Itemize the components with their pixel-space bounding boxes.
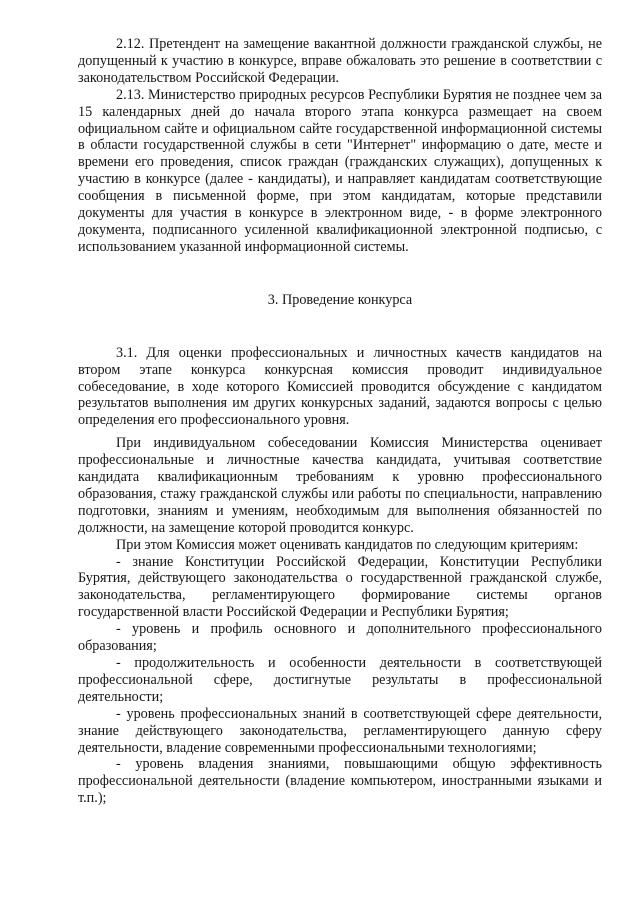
paragraph-3-1: 3.1. Для оценки профессиональных и личностных качеств кандидатов на втором этапе конкурса конкурсная комиссия проводит индивидуальное собеседование, в ходе которого Комиссией проводится обсуждение с кандидатом результатов выполнения им других конкурсных заданий, задаются вопросы с целью определения его профессионального уровня. [78, 344, 602, 429]
section-title: 3. Проведение конкурса [267, 291, 413, 308]
paragraph-criteria-intro: При этом Комиссия может оценивать кандидатов по следующим критериям: [116, 536, 579, 553]
criterion-item: - уровень владения знаниями, повышающими общую эффективность профессиональной деятельности (владение компьютером, иностранными языками и т.п.); [78, 756, 602, 807]
paragraph-2-13: 2.13. Министерство природных ресурсов Республики Бурятия не позднее чем за 15 календарных дней до начала второго этапа конкурса размещает на своем официальном сайте и официальном сайте государственной информационной системы в области государственной службы в сети "Интернет" информацию о дате, месте и времени его проведения, список граждан (гражданских служащих), допущенных к участию в конкурсе (далее - кандидаты), и направляет кандидатам соответствующие сообщения в письменной форме, при этом кандидатам, которые представили документы для участия в конкурсе в электронном виде, - в форме электронного документа, подписанного усиленной квалификационной электронной подписью, с использованием указанной информационной системы. [78, 86, 602, 255]
criterion-item: - уровень профессиональных знаний в соответствующей сфере деятельности, знание действующего законодательства, регламентирующего данную сферу деятельности, владение современными профессиональными технологиями; [78, 705, 602, 756]
paragraph-2-12: 2.12. Претендент на замещение вакантной должности гражданской службы, не допущенный к участию в конкурсе, вправе обжаловать это решение в соответствии с законодательством Российской Федерации. [78, 36, 602, 86]
criterion-item: - знание Конституции Российской Федерации, Конституции Республики Бурятия, действующего законодательства о государственной гражданской службе, законодательства, регламентирующего формирование системы органов государственной власти Российской Федерации и Республики Бурятия; [78, 553, 602, 621]
criterion-item: - продолжительность и особенности деятельности в соответствующей профессиональной сфере, достигнутые результаты в профессиональной деятельности; [78, 655, 602, 705]
criterion-item: - уровень и профиль основного и дополнительного профессионального образования; [78, 621, 602, 655]
paragraph-interview: При индивидуальном собеседовании Комиссия Министерства оценивает профессиональные и личностные качества кандидата, учитывая соответствие кандидата квалификационным требованиям к уровню профессионального образования, стажу гражданской службы или работы по специальности, направлению подготовки, знаниям и умениям, необходимым для выполнения обязанностей по должности, на замещение которой проводится конкурс. [78, 435, 602, 536]
